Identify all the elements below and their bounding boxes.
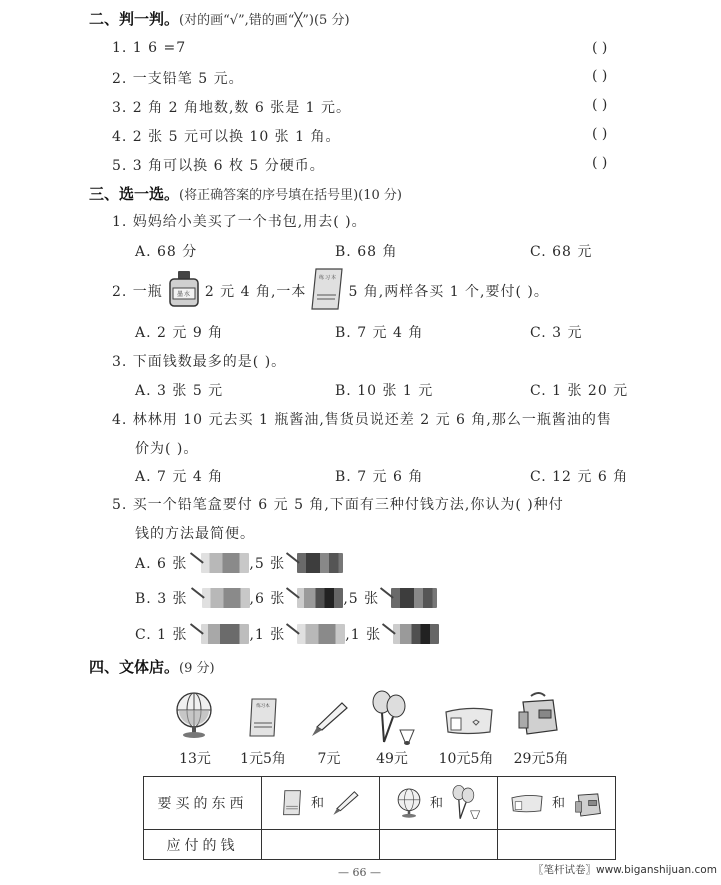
and-label: 和 bbox=[310, 796, 324, 811]
q1-option-b[interactable]: B. 68 角 bbox=[335, 244, 398, 260]
q5a-label: A. 6 张 bbox=[135, 556, 188, 572]
exercise-book-icon bbox=[310, 267, 344, 315]
q3-option-b[interactable]: B. 10 张 1 元 bbox=[335, 383, 434, 399]
badminton-set-icon bbox=[370, 690, 416, 750]
price-exercise-book: 1元5角 bbox=[240, 751, 286, 767]
schoolbag-icon bbox=[515, 690, 561, 742]
q5b-sep2: ,5 张 bbox=[343, 591, 380, 607]
q5c-sep1: ,1 张 bbox=[249, 627, 286, 643]
q2-mid: 2 元 4 角,一本 bbox=[204, 284, 307, 300]
pencil-case-icon bbox=[443, 704, 495, 740]
q2-prefix: 2. 一瓶 bbox=[112, 284, 163, 300]
section3-title: 三、选一选。 bbox=[89, 185, 180, 203]
svg-text:练习本: 练习本 bbox=[319, 275, 338, 281]
five-yuan-note-icon bbox=[201, 624, 249, 644]
q2-option-c[interactable]: C. 3 元 bbox=[530, 325, 583, 341]
q5a-sep1: ,5 张 bbox=[249, 556, 286, 572]
q5-option-c[interactable] bbox=[135, 624, 439, 644]
combo-pencilcase-schoolbag bbox=[498, 777, 616, 830]
q3-option-c[interactable]: C. 1 张 20 元 bbox=[530, 383, 629, 399]
page-number: — 66 — bbox=[338, 866, 381, 879]
price-pen: 7元 bbox=[317, 751, 341, 767]
and-label: 和 bbox=[551, 796, 565, 811]
one-jiao-note-icon bbox=[391, 588, 437, 608]
judge-answer-4[interactable]: ( ) bbox=[592, 126, 608, 142]
pen-icon bbox=[310, 700, 350, 742]
one-yuan-note-icon bbox=[201, 553, 249, 573]
schoolbag-icon bbox=[573, 787, 603, 819]
q4-option-c[interactable]: C. 12 元 6 角 bbox=[530, 469, 629, 485]
q5-option-a[interactable] bbox=[135, 553, 343, 573]
judge-item-5: 5. 3 角可以换 6 枚 5 分硬币。 bbox=[112, 158, 325, 174]
q2-option-b[interactable]: B. 7 元 4 角 bbox=[335, 325, 424, 341]
price-pencil-case: 10元5角 bbox=[438, 751, 494, 767]
exercise-book-icon bbox=[248, 698, 278, 742]
q4-option-b[interactable]: B. 7 元 6 角 bbox=[335, 469, 424, 485]
q5b-sep1: ,6 张 bbox=[249, 591, 286, 607]
answer-cell-1[interactable] bbox=[262, 830, 380, 860]
badminton-set-icon bbox=[451, 784, 481, 822]
judge-answer-5[interactable]: ( ) bbox=[592, 155, 608, 171]
pencil-case-icon bbox=[510, 792, 544, 814]
q5c-sep2: ,1 张 bbox=[345, 627, 382, 643]
choice-q5-line1: 5. 买一个铅笔盒要付 6 元 5 角,下面有三种付钱方法,你认为( )种付 bbox=[112, 497, 564, 513]
five-jiao-note-icon bbox=[297, 588, 343, 608]
q5-option-b[interactable] bbox=[135, 588, 437, 608]
two-yuan-note-icon bbox=[202, 588, 250, 608]
price-globe: 13元 bbox=[179, 751, 211, 767]
svg-text:墨水: 墨水 bbox=[176, 291, 191, 298]
combo-globe-badminton bbox=[380, 777, 498, 830]
judge-answer-2[interactable]: ( ) bbox=[592, 68, 608, 84]
judge-item-1: 1. 1 6 =7 bbox=[112, 40, 187, 56]
purchase-table bbox=[143, 776, 616, 860]
section2-note: (对的画“√”,错的画“╳”)(5 分) bbox=[179, 13, 350, 28]
q4-option-a[interactable]: A. 7 元 4 角 bbox=[135, 469, 224, 485]
answer-cell-2[interactable] bbox=[380, 830, 498, 860]
five-jiao-note-icon bbox=[393, 624, 439, 644]
one-yuan-note-icon bbox=[297, 624, 345, 644]
section4-note: (9 分) bbox=[179, 661, 215, 676]
svg-text:练习本: 练习本 bbox=[256, 704, 270, 709]
section2-heading bbox=[89, 8, 350, 29]
choice-q4-line1: 4. 林林用 10 元去买 1 瓶酱油,售货员说还差 2 元 6 角,那么一瓶酱油的售 bbox=[112, 412, 612, 428]
judge-item-2: 2. 一支铅笔 5 元。 bbox=[112, 71, 244, 87]
exercise-book-icon bbox=[281, 790, 303, 816]
judge-answer-3[interactable]: ( ) bbox=[592, 97, 608, 113]
price-badminton-set: 49元 bbox=[376, 751, 408, 767]
choice-q3: 3. 下面钱数最多的是( )。 bbox=[112, 354, 287, 370]
ink-bottle-icon bbox=[167, 270, 201, 312]
q1-option-c[interactable]: C. 68 元 bbox=[530, 244, 593, 260]
combo-book-pen bbox=[262, 777, 380, 830]
answer-cell-3[interactable] bbox=[498, 830, 616, 860]
section3-heading bbox=[89, 183, 402, 204]
q2-suffix: 5 角,两样各买 1 个,要付( )。 bbox=[348, 284, 549, 300]
q5c-label: C. 1 张 bbox=[135, 627, 188, 643]
row-header-items: 要买的东西 bbox=[144, 777, 262, 830]
row-header-cost: 应付的钱 bbox=[144, 830, 262, 860]
section4-heading bbox=[89, 656, 215, 677]
watermark: 〖笔杆试卷〗www.biganshijuan.com bbox=[533, 864, 717, 876]
choice-q1: 1. 妈妈给小美买了一个书包,用去( )。 bbox=[112, 214, 367, 230]
judge-item-3: 3. 2 角 2 角地数,数 6 张是 1 元。 bbox=[112, 100, 352, 116]
q5b-label: B. 3 张 bbox=[135, 591, 188, 607]
one-jiao-note-icon bbox=[297, 553, 343, 573]
section2-title: 二、判一判。 bbox=[89, 10, 180, 28]
globe-icon bbox=[396, 787, 422, 819]
price-schoolbag: 29元5角 bbox=[513, 751, 569, 767]
globe-icon bbox=[174, 690, 214, 744]
q1-option-a[interactable]: A. 68 分 bbox=[135, 244, 198, 260]
q3-option-a[interactable]: A. 3 张 5 元 bbox=[135, 383, 224, 399]
choice-q5-line2: 钱的方法最简便。 bbox=[135, 526, 255, 542]
choice-q4-line2: 价为( )。 bbox=[135, 441, 199, 457]
and-label: 和 bbox=[429, 796, 443, 811]
section3-note: (将正确答案的序号填在括号里)(10 分) bbox=[179, 188, 402, 203]
judge-item-4: 4. 2 张 5 元可以换 10 张 1 角。 bbox=[112, 129, 341, 145]
q2-option-a[interactable]: A. 2 元 9 角 bbox=[135, 325, 224, 341]
choice-q2 bbox=[112, 270, 549, 312]
pen-icon bbox=[332, 789, 360, 817]
section4-title: 四、文体店。 bbox=[89, 658, 180, 676]
judge-answer-1[interactable]: ( ) bbox=[592, 40, 608, 56]
